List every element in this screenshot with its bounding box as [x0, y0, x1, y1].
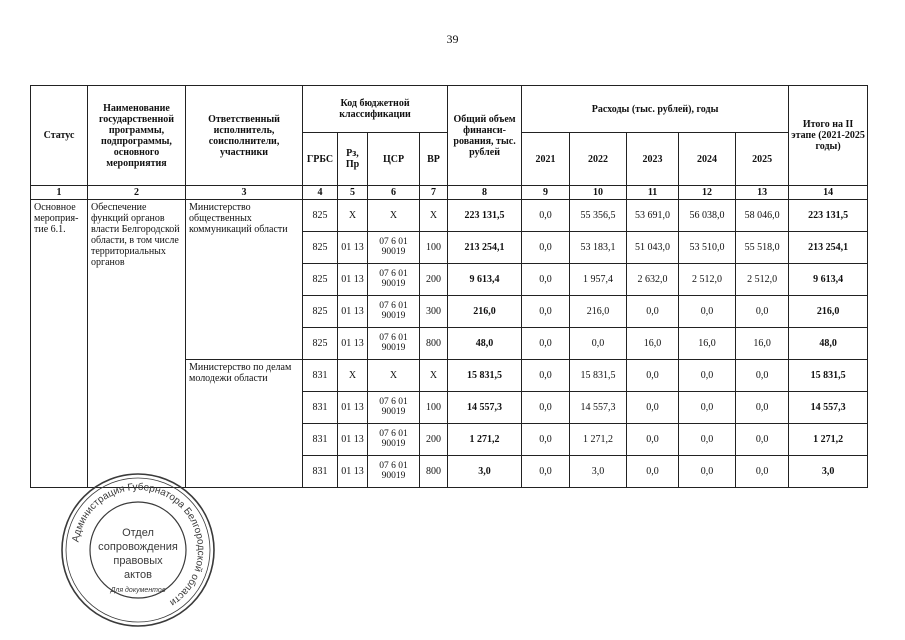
cell-grbs: 831 [303, 360, 338, 392]
cell-stage-total: 1 271,2 [789, 424, 868, 456]
column-number: 7 [420, 186, 448, 200]
cell-2021: 0,0 [522, 392, 570, 424]
header-stage-total: Итого на II этапе (2021-2025 годы) [789, 86, 868, 186]
cell-csr: X [368, 200, 420, 232]
official-stamp [58, 470, 218, 630]
cell-vr: 200 [420, 264, 448, 296]
cell-2024: 0,0 [679, 392, 736, 424]
cell-2023: 2 632,0 [627, 264, 679, 296]
cell-2021: 0,0 [522, 456, 570, 488]
cell-2024: 56 038,0 [679, 200, 736, 232]
cell-csr: 07 6 01 90019 [368, 328, 420, 360]
cell-2021: 0,0 [522, 264, 570, 296]
cell-grbs: 825 [303, 296, 338, 328]
column-number: 2 [88, 186, 186, 200]
cell-stage-total: 216,0 [789, 296, 868, 328]
stamp-ring-text: Администрация Губернатора Белгородской области [70, 481, 207, 608]
cell-2025: 58 046,0 [736, 200, 789, 232]
cell-csr: 07 6 01 90019 [368, 296, 420, 328]
cell-2022: 14 557,3 [570, 392, 627, 424]
cell-2024: 2 512,0 [679, 264, 736, 296]
cell-vr: X [420, 360, 448, 392]
cell-2022: 15 831,5 [570, 360, 627, 392]
cell-grbs: 831 [303, 456, 338, 488]
cell-grbs: 825 [303, 200, 338, 232]
column-number: 13 [736, 186, 789, 200]
cell-2024: 0,0 [679, 424, 736, 456]
cell-grbs: 831 [303, 392, 338, 424]
cell-2024: 53 510,0 [679, 232, 736, 264]
column-number: 12 [679, 186, 736, 200]
cell-stage-total: 48,0 [789, 328, 868, 360]
column-number: 10 [570, 186, 627, 200]
cell-2023: 0,0 [627, 424, 679, 456]
stamp-center-line: сопровождения [98, 541, 178, 553]
cell-grbs: 831 [303, 424, 338, 456]
cell-2022: 0,0 [570, 328, 627, 360]
cell-2025: 0,0 [736, 392, 789, 424]
header-rz: Рз, Пр [338, 133, 368, 186]
header-total-volume: Общий объем финанси-рования, тыс. рублей [448, 86, 522, 186]
table-row [31, 200, 868, 232]
cell-total: 216,0 [448, 296, 522, 328]
cell-grbs: 825 [303, 232, 338, 264]
cell-2022: 1 271,2 [570, 424, 627, 456]
cell-2025: 0,0 [736, 424, 789, 456]
cell-total: 1 271,2 [448, 424, 522, 456]
stamp-center-line: актов [124, 569, 152, 581]
cell-2025: 0,0 [736, 360, 789, 392]
cell-2025: 0,0 [736, 296, 789, 328]
stamp-center-line: правовых [113, 555, 163, 567]
cell-2021: 0,0 [522, 232, 570, 264]
cell-responsible: Министерство общественных коммуникаций области [186, 200, 303, 360]
cell-2022: 53 183,1 [570, 232, 627, 264]
cell-rz: X [338, 360, 368, 392]
cell-2025: 55 518,0 [736, 232, 789, 264]
stamp-center-line: Отдел [122, 527, 154, 539]
cell-csr: 07 6 01 90019 [368, 424, 420, 456]
header-csr: ЦСР [368, 133, 420, 186]
cell-2021: 0,0 [522, 200, 570, 232]
column-number: 8 [448, 186, 522, 200]
header-year-2025: 2025 [736, 133, 789, 186]
header-year-2021: 2021 [522, 133, 570, 186]
cell-rz: 01 13 [338, 456, 368, 488]
cell-rz: 01 13 [338, 232, 368, 264]
header-expenses: Расходы (тыс. рублей), годы [522, 86, 789, 133]
cell-rz: 01 13 [338, 296, 368, 328]
cell-vr: 200 [420, 424, 448, 456]
cell-stage-total: 15 831,5 [789, 360, 868, 392]
cell-total: 15 831,5 [448, 360, 522, 392]
cell-rz: 01 13 [338, 424, 368, 456]
cell-status: Основное мероприя-тие 6.1. [31, 200, 88, 488]
cell-total: 213 254,1 [448, 232, 522, 264]
page-number: 39 [446, 32, 459, 46]
cell-2023: 0,0 [627, 392, 679, 424]
cell-grbs: 825 [303, 264, 338, 296]
cell-vr: 100 [420, 392, 448, 424]
column-number: 11 [627, 186, 679, 200]
cell-csr: X [368, 360, 420, 392]
cell-total: 223 131,5 [448, 200, 522, 232]
cell-vr: 800 [420, 456, 448, 488]
cell-rz: 01 13 [338, 264, 368, 296]
cell-stage-total: 14 557,3 [789, 392, 868, 424]
header-year-2024: 2024 [679, 133, 736, 186]
cell-2024: 0,0 [679, 360, 736, 392]
cell-total: 3,0 [448, 456, 522, 488]
cell-2023: 53 691,0 [627, 200, 679, 232]
column-number: 1 [31, 186, 88, 200]
cell-stage-total: 223 131,5 [789, 200, 868, 232]
cell-responsible: Министерство по делам молодежи области [186, 360, 303, 488]
cell-2021: 0,0 [522, 328, 570, 360]
header-status: Статус [31, 86, 88, 186]
column-number: 14 [789, 186, 868, 200]
cell-vr: 300 [420, 296, 448, 328]
column-number-row [31, 186, 868, 200]
cell-program: Обеспечение функций органов власти Белгородской области, в том числе территориальных органов [88, 200, 186, 488]
cell-stage-total: 213 254,1 [789, 232, 868, 264]
cell-2023: 51 043,0 [627, 232, 679, 264]
header-year-2022: 2022 [570, 133, 627, 186]
cell-stage-total: 9 613,4 [789, 264, 868, 296]
cell-csr: 07 6 01 90019 [368, 264, 420, 296]
cell-total: 14 557,3 [448, 392, 522, 424]
header-responsible: Ответственный исполнитель, соисполнители, участники [186, 86, 303, 186]
cell-total: 48,0 [448, 328, 522, 360]
column-number: 3 [186, 186, 303, 200]
header-budget-code: Код бюджетной классификации [303, 86, 448, 133]
cell-vr: X [420, 200, 448, 232]
cell-csr: 07 6 01 90019 [368, 232, 420, 264]
cell-total: 9 613,4 [448, 264, 522, 296]
cell-grbs: 825 [303, 328, 338, 360]
cell-2022: 55 356,5 [570, 200, 627, 232]
cell-rz: 01 13 [338, 328, 368, 360]
cell-2023: 0,0 [627, 360, 679, 392]
column-number: 6 [368, 186, 420, 200]
header-year-2023: 2023 [627, 133, 679, 186]
cell-rz: X [338, 200, 368, 232]
header-row-1 [31, 86, 868, 133]
header-grbs: ГРБС [303, 133, 338, 186]
budget-table [30, 85, 868, 488]
header-vr: ВР [420, 133, 448, 186]
cell-2024: 0,0 [679, 296, 736, 328]
cell-csr: 07 6 01 90019 [368, 456, 420, 488]
cell-vr: 100 [420, 232, 448, 264]
column-number: 5 [338, 186, 368, 200]
column-number: 4 [303, 186, 338, 200]
stamp-bottom-text: Для документов [110, 587, 166, 594]
cell-2021: 0,0 [522, 296, 570, 328]
table-body [31, 200, 868, 488]
cell-2021: 0,0 [522, 360, 570, 392]
cell-2022: 216,0 [570, 296, 627, 328]
cell-vr: 800 [420, 328, 448, 360]
cell-rz: 01 13 [338, 392, 368, 424]
cell-2024: 16,0 [679, 328, 736, 360]
cell-2022: 1 957,4 [570, 264, 627, 296]
cell-stage-total: 3,0 [789, 456, 868, 488]
cell-2024: 0,0 [679, 456, 736, 488]
cell-2025: 0,0 [736, 456, 789, 488]
cell-2023: 16,0 [627, 328, 679, 360]
cell-2021: 0,0 [522, 424, 570, 456]
header-program: Наименование государственной программы, подпрограммы, основного мероприятия [88, 86, 186, 186]
cell-2025: 16,0 [736, 328, 789, 360]
cell-2025: 2 512,0 [736, 264, 789, 296]
cell-2023: 0,0 [627, 296, 679, 328]
cell-2022: 3,0 [570, 456, 627, 488]
column-number: 9 [522, 186, 570, 200]
cell-2023: 0,0 [627, 456, 679, 488]
cell-csr: 07 6 01 90019 [368, 392, 420, 424]
